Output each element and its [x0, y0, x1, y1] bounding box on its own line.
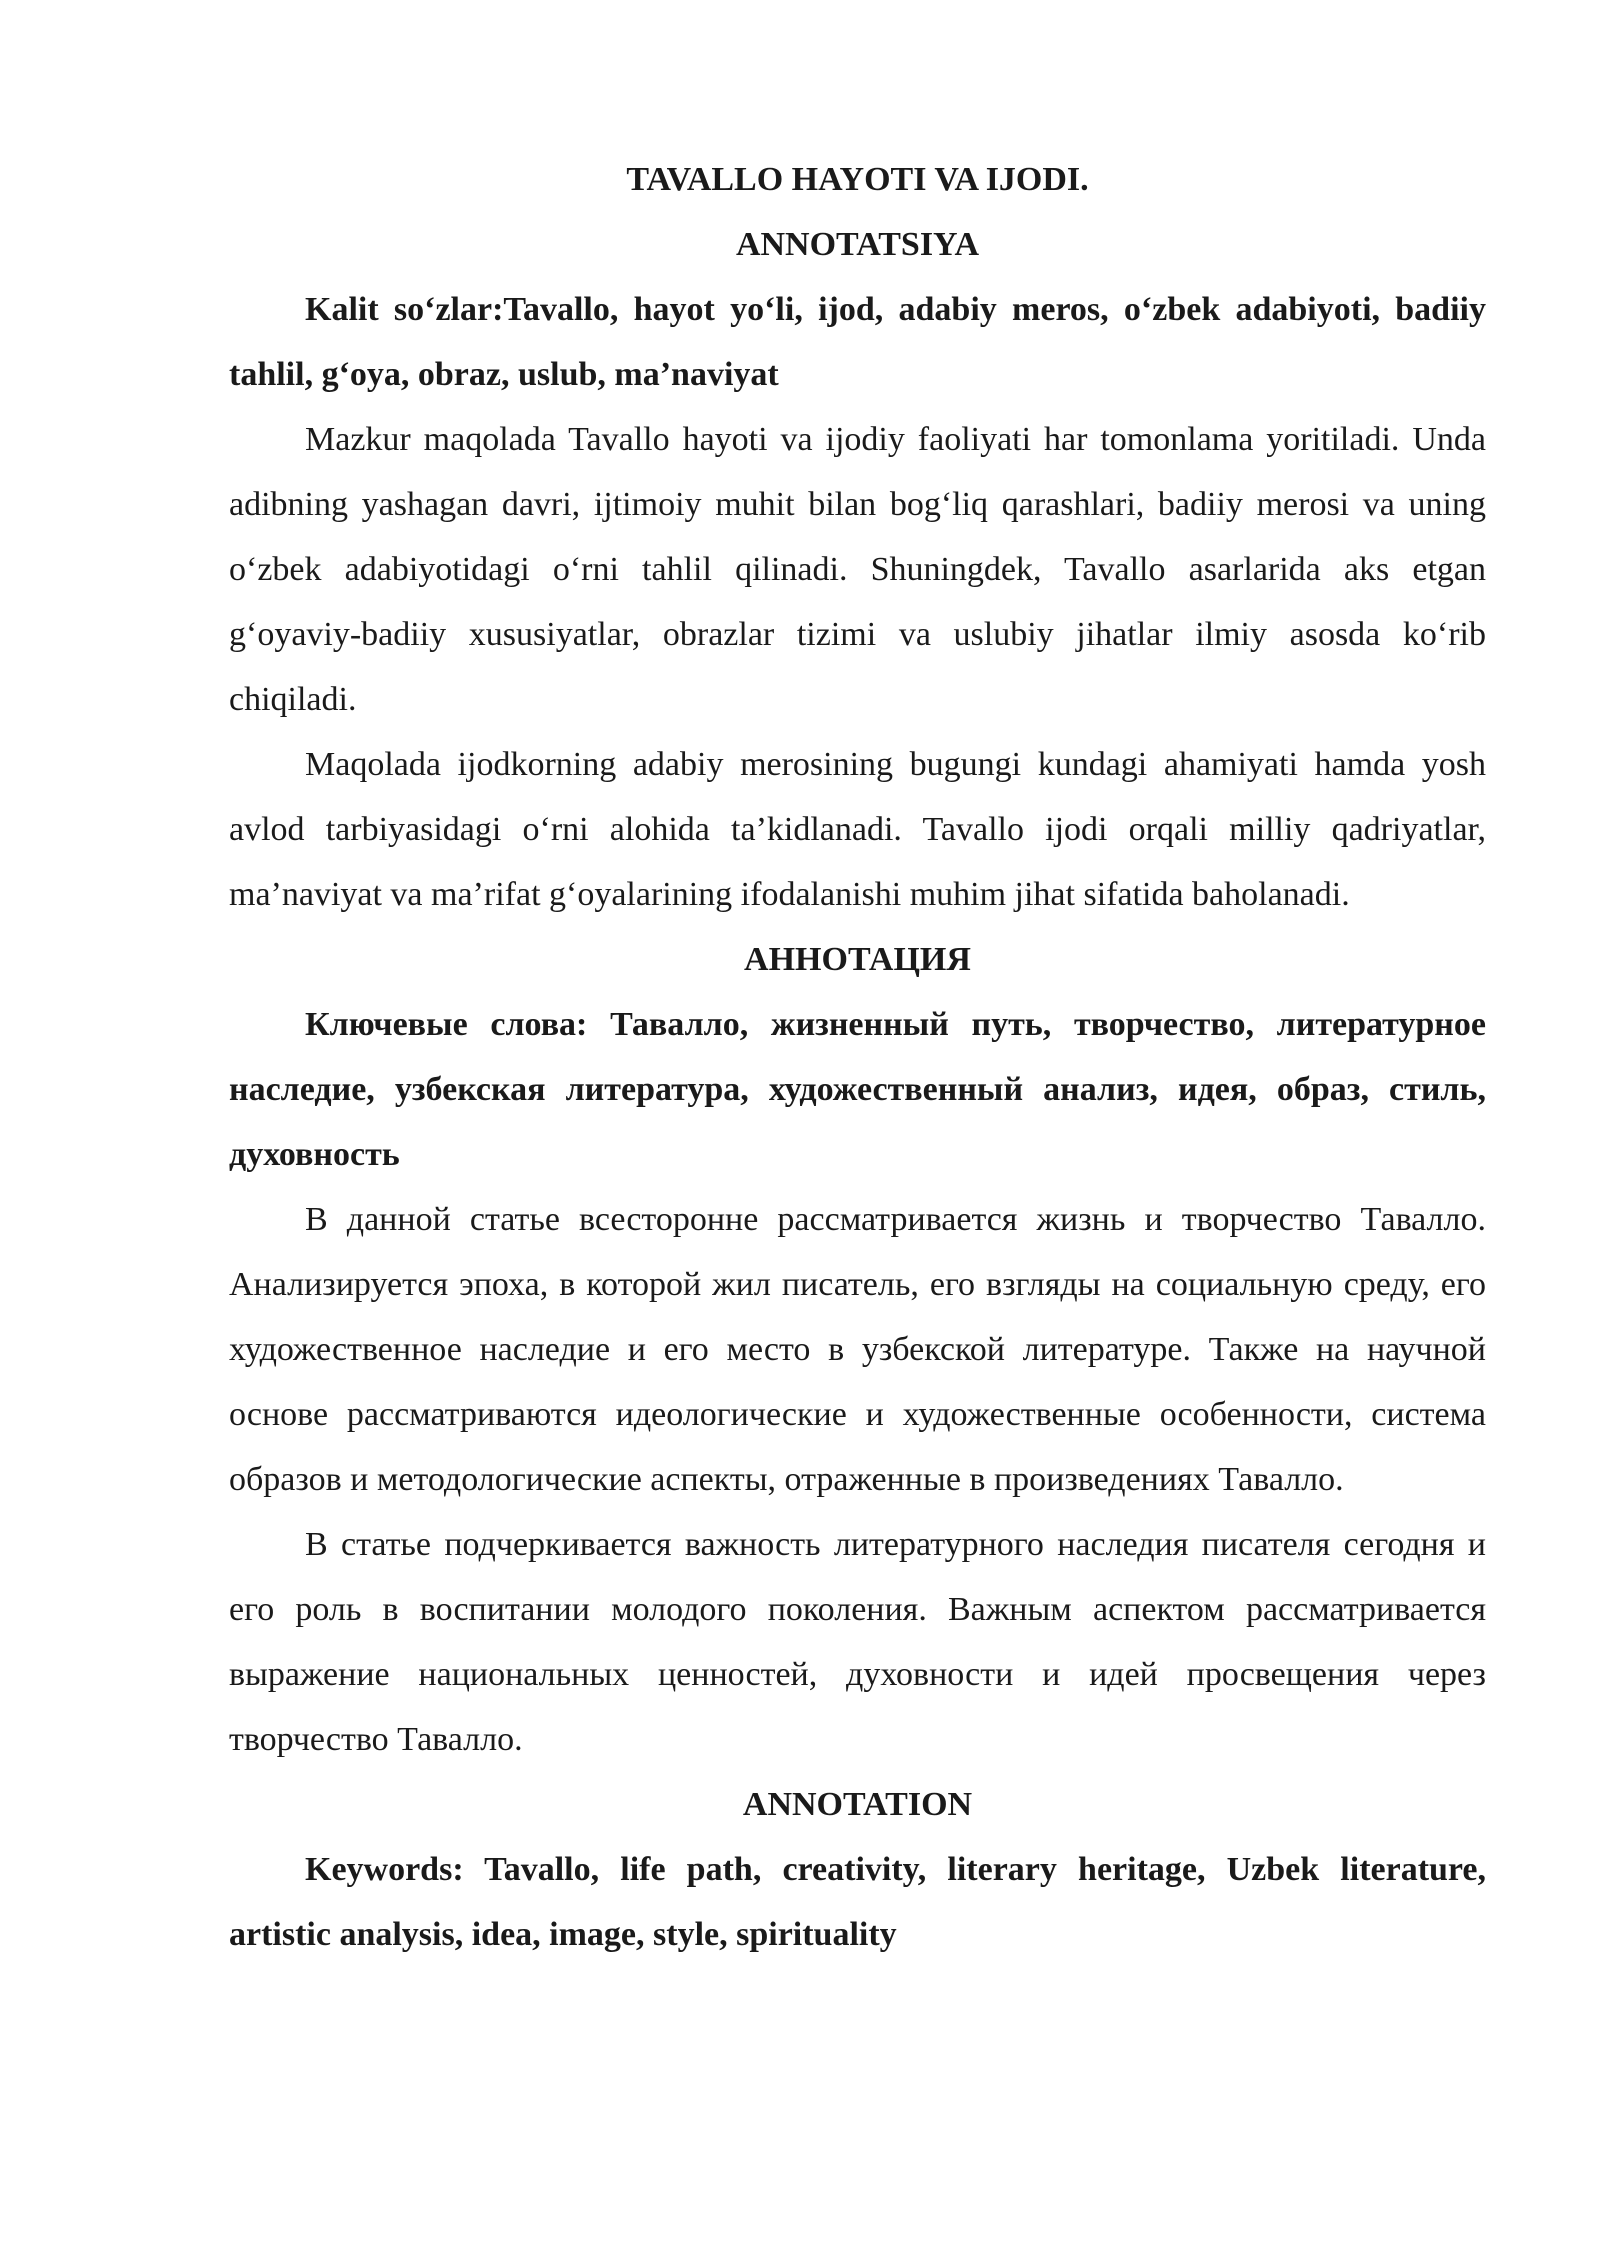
- uz-annotation-heading: ANNOTATSIYA: [735, 226, 980, 263]
- ru-paragraph-2: В статье подчеркивается важность литературного наследия писателя сегодня и его роль в воспитании молодого поколения. Важным аспектом рассматривается выражение национальных ценностей, духовности и идей просвещения через творчество Тавалло.: [229, 1526, 1486, 1758]
- en-annotation-heading: ANNOTATION: [742, 1786, 973, 1823]
- ru-annotation-heading: АННОТАЦИЯ: [744, 941, 971, 978]
- uz-paragraph-2: Maqolada ijodkorning adabiy merosining bugungi kundagi ahamiyati hamda yosh avlod tarbiyasidagi o‘rni alohida ta’kidlanadi. Tavallo ijodi orqali milliy qadriyatlar, ma’naviyat va ma’rifat g‘oyalarining ifodalanishi muhim jihat sifatida baholanadi.: [229, 746, 1486, 913]
- ru-keywords: Ключевые слова: Тавалло, жизненный путь, творчество, литературное наследие, узбекская литература, художественный анализ, идея, образ, стиль, духовность: [229, 1006, 1486, 1173]
- uz-keywords: Kalit so‘zlar:Tavallo, hayot yo‘li, ijod, adabiy meros, o‘zbek adabiyoti, badiiy tahlil, g‘oya, obraz, uslub, ma’naviyat: [229, 291, 1486, 393]
- article-title: TAVALLO HAYOTI VA IJODI.: [626, 161, 1089, 198]
- uz-paragraph-1: Mazkur maqolada Tavallo hayoti va ijodiy faoliyati har tomonlama yoritiladi. Unda adibning yashagan davri, ijtimoiy muhit bilan bog‘liq qarashlari, badiiy merosi va uning o‘zbek adabiyotidagi o‘rni tahlil qilinadi. Shuningdek, Tavallo asarlarida aks etgan g‘oyaviy-badiiy xususiyatlar, obrazlar tizimi va uslubiy jihatlar ilmiy asosda ko‘rib chiqiladi.: [229, 421, 1486, 718]
- en-keywords: Keywords: Tavallo, life path, creativity, literary heritage, Uzbek literature, artistic analysis, idea, image, style, spirituality: [229, 1851, 1486, 1953]
- ru-paragraph-1: В данной статье всесторонне рассматривается жизнь и творчество Тавалло. Анализируется эпоха, в которой жил писатель, его взгляды на социальную среду, его художественное наследие и его место в узбекской литературе. Также на научной основе рассматриваются идеологические и художественные особенности, система образов и методологические аспекты, отраженные в произведениях Тавалло.: [229, 1201, 1486, 1498]
- document-page: [229, 145, 1486, 1967]
